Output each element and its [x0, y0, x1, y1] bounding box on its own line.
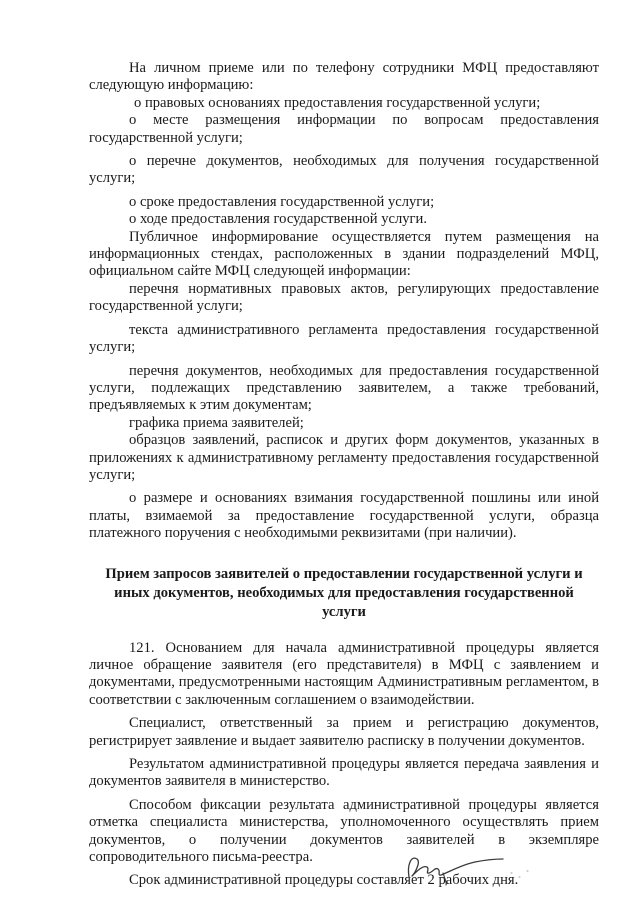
list-item: о размере и основаниях взимания государственной пошлины или иной платы, взимаемой за предоставление государственной услуги, образца платежного поручения с необходимыми реквизитами (при наличии). — [89, 490, 599, 542]
list-item: образцов заявлений, расписок и других форм документов, указанных в приложениях к административному регламенту предоставления государственной услуги; — [89, 432, 599, 483]
paragraph: Срок административной процедуры составляет 2 рабочих дня. — [129, 872, 519, 889]
list-item: текста административного регламента предоставления государственной услуги; — [89, 321, 599, 356]
list-item: перечня нормативных правовых актов, регулирующих предоставление государственной услуги; — [89, 280, 599, 315]
list-item: перечня документов, необходимых для предоставления государственной услуги, подлежащих представлению заявителем, а также требований, предъявляемых к этим документам; — [89, 362, 599, 414]
paragraph: 121. Основанием для начала административной процедуры является личное обращение заявителя (его представителя) в МФЦ с заявлением и документами, предусмотренными настоящим Административным регламентом, в соответствии с заключенным соглашением о взаимодействии. — [89, 639, 599, 708]
list-item: о месте размещения информации по вопросам предоставления государственной услуги; — [89, 112, 599, 146]
list-item: о ходе предоставления государственной услуги. — [129, 211, 427, 228]
document-body — [89, 60, 599, 890]
paragraph: Публичное информирование осуществляется путем размещения на информационных стендах, расположенных в здании подразделений МФЦ, официальном сайте МФЦ следующей информации: — [89, 228, 599, 280]
handwritten-signature — [403, 843, 533, 887]
paragraph: Способом фиксации результата административной процедуры является отметка специалиста министерства, уполномоченного осуществлять прием документов, о получении документов заявителей в экземпляре сопроводительного письма-реестра. — [89, 796, 599, 866]
paragraph: На личном приеме или по телефону сотрудники МФЦ предоставляют следующую информацию: — [89, 60, 599, 94]
list-item: о сроке предоставления государственной услуги; — [129, 193, 435, 210]
list-item: о правовых основаниях предоставления государственной услуги; — [134, 94, 541, 111]
paragraph: Результатом административной процедуры является передача заявления и документов заявителя в министерство. — [89, 756, 599, 790]
list-item: графика приема заявителей; — [129, 414, 304, 431]
list-item: о перечне документов, необходимых для получения государственной услуги; — [89, 153, 599, 187]
section-heading: Прием запросов заявителей о предоставлении государственной услуги и иных документов, необходимых для предоставления государственной услуги — [105, 565, 583, 620]
paragraph: Специалист, ответственный за прием и регистрацию документов, регистрирует заявление и выдает заявителю расписку в получении документов. — [89, 715, 599, 749]
